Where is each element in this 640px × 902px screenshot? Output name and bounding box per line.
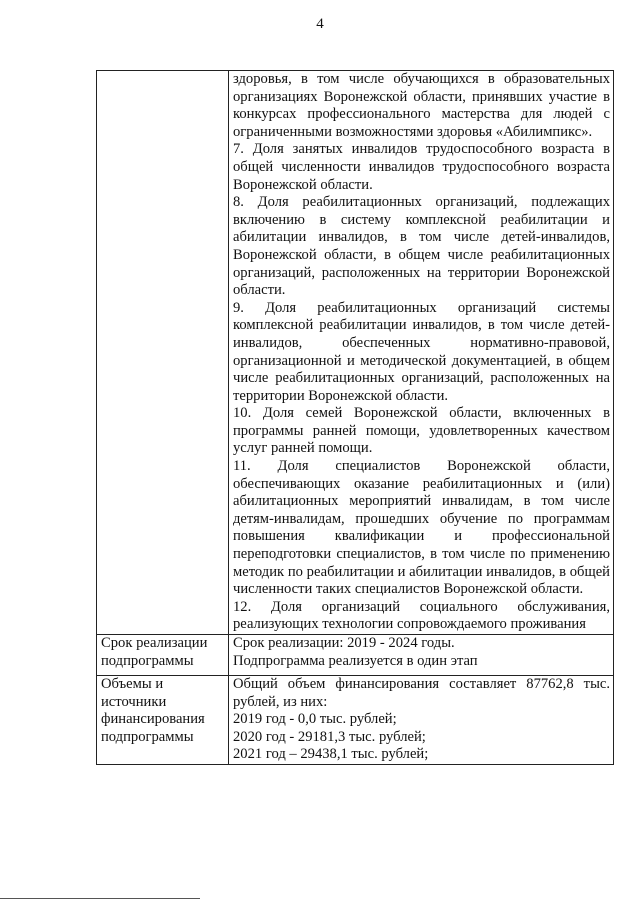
table-row-implementation-period bbox=[97, 635, 614, 676]
indicator-paragraph: 8. Доля реабилитационных организаций, подлежащих включению в систему комплексной реабилитации и абилитации инвалидов, в том числе детей-инвалидов, Воронежской области, в общем числе реабилитационных организаций, расположенных на территории Воронежской области. bbox=[233, 194, 610, 299]
financing-label: Объемы и источники финансирования подпрограммы bbox=[97, 676, 229, 765]
indicator-paragraph: 7. Доля занятых инвалидов трудоспособного возраста в общей численности инвалидов трудоспособного возраста Воронежской области. bbox=[233, 141, 610, 193]
financing-line: 2019 год - 0,0 тыс. рублей; bbox=[233, 711, 397, 728]
financing-content bbox=[229, 676, 614, 765]
indicators-label-cell bbox=[97, 71, 229, 635]
implementation-period-content bbox=[229, 635, 614, 676]
indicator-paragraph: 12. Доля организаций социального обслуживания, реализующих технологии сопровождаемого проживания bbox=[233, 598, 610, 633]
implementation-period-line: Подпрограмма реализуется в один этап bbox=[233, 652, 478, 669]
indicator-paragraph: здоровья, в том числе обучающихся в образовательных организациях Воронежской области, принявших участие в конкурсах профессионального мастерства для людей с ограниченными возможностями здоровья «Абилимпикс». bbox=[233, 71, 610, 140]
table-row-financing bbox=[97, 676, 614, 765]
table-row-indicators bbox=[97, 71, 614, 635]
implementation-period-label: Срок реализации подпрограммы bbox=[97, 635, 229, 676]
financing-line: Общий объем финансирования составляет 87762,8 тыс. рублей, из них: bbox=[233, 676, 610, 710]
page-number: 4 bbox=[316, 16, 324, 32]
financing-line: 2020 год - 29181,3 тыс. рублей; bbox=[233, 728, 426, 745]
indicator-paragraph: 10. Доля семей Воронежской области, включенных в программы ранней помощи, удовлетворенных качеством услуг ранней помощи. bbox=[233, 405, 610, 457]
financing-line: 2021 год – 29438,1 тыс. рублей; bbox=[233, 746, 429, 763]
indicator-paragraph: 11. Доля специалистов Воронежской области, обеспечивающих оказание реабилитационных и (или) абилитационных мероприятий инвалидам, в том числе детям-инвалидам, прошедших обучение по программам повышения квалификации и профессиональной переподготовки специалистов, в том числе по применению методик по реабилитации и абилитации инвалидов, в общей численности таких специалистов Воронежской области. bbox=[233, 458, 610, 598]
passport-table bbox=[96, 70, 614, 765]
footer-rule bbox=[0, 898, 200, 899]
indicators-content-cell bbox=[229, 71, 614, 635]
indicator-paragraph: 9. Доля реабилитационных организаций системы комплексной реабилитации инвалидов, в том числе детей-инвалидов, обеспеченных нормативно-правовой, организационной и методической документацией, в общем числе реабилитационных организаций, расположенных на территории Воронежской области. bbox=[233, 299, 610, 404]
implementation-period-line: Срок реализации: 2019 - 2024 годы. bbox=[233, 635, 455, 651]
